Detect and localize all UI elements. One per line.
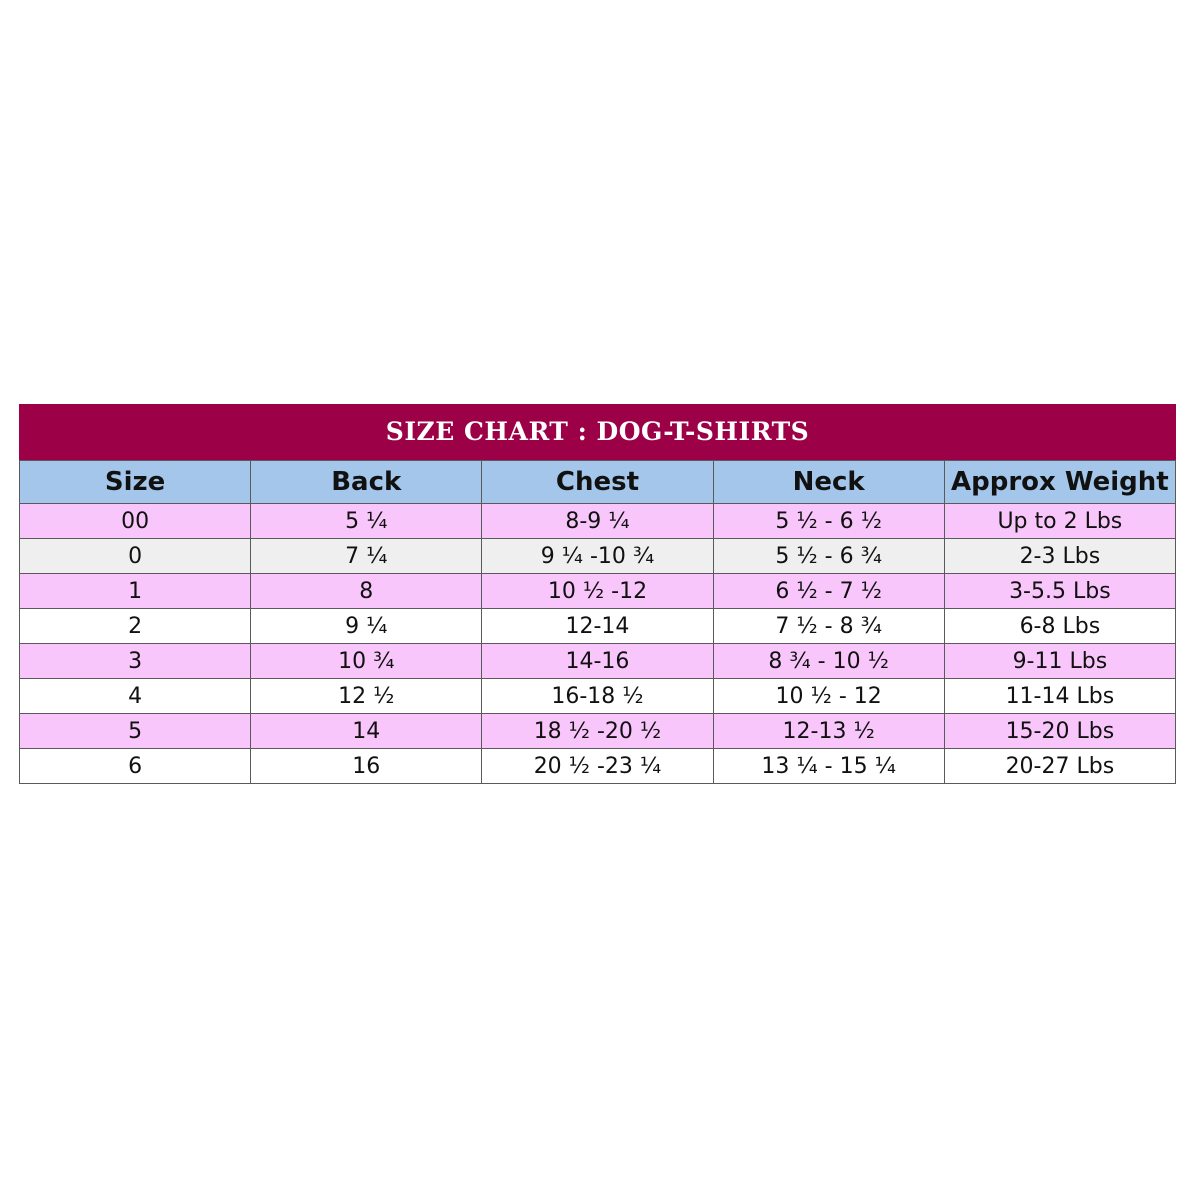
table-row	[20, 749, 1176, 784]
cell-neck: 7 ½ - 8 ¾	[713, 609, 944, 644]
cell-weight: 9-11 Lbs	[944, 644, 1175, 679]
cell-neck: 5 ½ - 6 ¾	[713, 539, 944, 574]
cell-neck: 13 ¼ - 15 ¼	[713, 749, 944, 784]
cell-back: 10 ¾	[251, 644, 482, 679]
cell-chest: 8-9 ¼	[482, 504, 713, 539]
size-table	[19, 460, 1176, 784]
cell-weight: 20-27 Lbs	[944, 749, 1175, 784]
column-header-back: Back	[251, 461, 482, 504]
cell-chest: 12-14	[482, 609, 713, 644]
cell-neck: 5 ½ - 6 ½	[713, 504, 944, 539]
cell-neck: 6 ½ - 7 ½	[713, 574, 944, 609]
cell-size: 3	[20, 644, 251, 679]
cell-size: 4	[20, 679, 251, 714]
cell-chest: 10 ½ -12	[482, 574, 713, 609]
cell-weight: Up to 2 Lbs	[944, 504, 1175, 539]
table-row	[20, 644, 1176, 679]
cell-chest: 14-16	[482, 644, 713, 679]
cell-back: 9 ¼	[251, 609, 482, 644]
cell-neck: 10 ½ - 12	[713, 679, 944, 714]
table-row	[20, 679, 1176, 714]
cell-neck: 8 ¾ - 10 ½	[713, 644, 944, 679]
cell-size: 0	[20, 539, 251, 574]
cell-back: 7 ¼	[251, 539, 482, 574]
cell-weight: 11-14 Lbs	[944, 679, 1175, 714]
cell-size: 2	[20, 609, 251, 644]
table-row	[20, 574, 1176, 609]
table-row	[20, 539, 1176, 574]
cell-chest: 18 ½ -20 ½	[482, 714, 713, 749]
cell-back: 16	[251, 749, 482, 784]
cell-weight: 3-5.5 Lbs	[944, 574, 1175, 609]
chart-title: SIZE CHART : DOG-T-SHIRTS	[19, 404, 1176, 460]
cell-back: 8	[251, 574, 482, 609]
table-row	[20, 714, 1176, 749]
column-header-neck: Neck	[713, 461, 944, 504]
column-header-chest: Chest	[482, 461, 713, 504]
table-row	[20, 609, 1176, 644]
cell-weight: 6-8 Lbs	[944, 609, 1175, 644]
cell-weight: 2-3 Lbs	[944, 539, 1175, 574]
cell-size: 1	[20, 574, 251, 609]
cell-back: 14	[251, 714, 482, 749]
cell-weight: 15-20 Lbs	[944, 714, 1175, 749]
cell-size: 5	[20, 714, 251, 749]
column-header-size: Size	[20, 461, 251, 504]
cell-neck: 12-13 ½	[713, 714, 944, 749]
cell-size: 6	[20, 749, 251, 784]
cell-size: 00	[20, 504, 251, 539]
size-chart	[19, 404, 1176, 784]
table-row	[20, 504, 1176, 539]
cell-chest: 9 ¼ -10 ¾	[482, 539, 713, 574]
cell-back: 5 ¼	[251, 504, 482, 539]
cell-chest: 16-18 ½	[482, 679, 713, 714]
header-row	[20, 461, 1176, 504]
cell-chest: 20 ½ -23 ¼	[482, 749, 713, 784]
column-header-approx-weight: Approx Weight	[944, 461, 1175, 504]
cell-back: 12 ½	[251, 679, 482, 714]
